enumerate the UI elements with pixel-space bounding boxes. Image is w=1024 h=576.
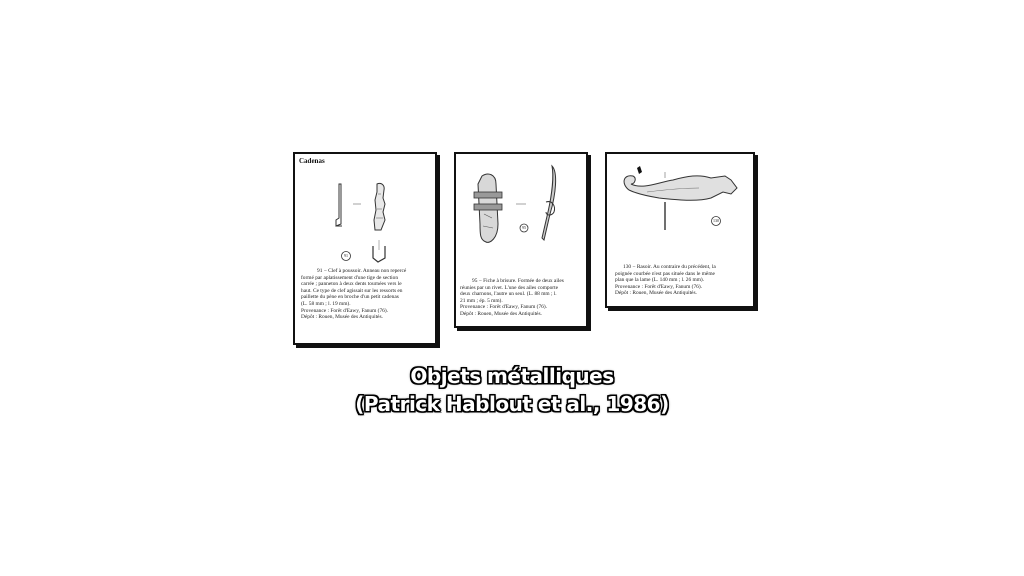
text-line: haut. Ce type de clef agissait sur les ressorts en — [301, 287, 403, 294]
text-line: deux charnons, l'autre un seul. (L. 88 mm ; l. — [460, 291, 557, 298]
caption-title: Objets métalliques — [410, 364, 614, 388]
text-line: paillette du pène en broche d'un petit cadenas — [301, 294, 399, 301]
text-line: 95 − Fiche à brisure. Formée de deux ailes — [472, 278, 564, 284]
card-description — [301, 268, 429, 321]
text-line: 130 − Rasoir. Au contraire du précédent, la — [623, 264, 716, 270]
figure-number: 95 — [522, 225, 526, 230]
text-line: (L. 58 mm ; l. 19 mm). — [301, 300, 351, 307]
text-line: Provenance : Forêt d'Eawy, Fanum (76). — [615, 283, 702, 290]
card-heading: Cadenas — [299, 157, 325, 165]
card-description — [460, 278, 584, 318]
figure-number: 130 — [713, 218, 719, 223]
text-line: Provenance : Forêt d'Eawy, Fanum (76). — [301, 307, 388, 314]
text-line: 91 − Clef à poussoir. Anneau non repercé — [317, 268, 407, 274]
document-card-cadenas — [293, 152, 437, 345]
caption-credit: (Patrick Hablout et al., 1986) — [355, 392, 669, 416]
text-line: Dépôt : Rouen, Musée des Antiquités. — [301, 314, 383, 321]
text-line: 21 mm ; ép. 5 mm). — [460, 297, 503, 304]
document-card-fiche — [454, 152, 588, 328]
text-line: carrée ; panneton à deux dents tournées vers le — [301, 281, 402, 288]
text-line: plan que la lame (L. 140 mm ; l. 26 mm). — [615, 277, 705, 284]
text-line: réunies par un rivet. L'une des ailes comporte — [460, 284, 558, 291]
text-line: Dépôt : Rouen, Musée des Antiquités. — [615, 290, 697, 297]
document-card-rasoir — [605, 152, 755, 308]
text-line: formé par aplatissement d'une tige de section — [301, 274, 399, 281]
card-description — [615, 264, 749, 297]
figure-number: 91 — [344, 253, 348, 258]
text-line: Provenance : Forêt d'Eawy, Fanum (76). — [460, 304, 547, 311]
text-line: Dépôt : Rouen, Musée des Antiquités. — [460, 310, 542, 317]
text-line: poignée courbée n'est pas située dans le même — [615, 270, 715, 277]
